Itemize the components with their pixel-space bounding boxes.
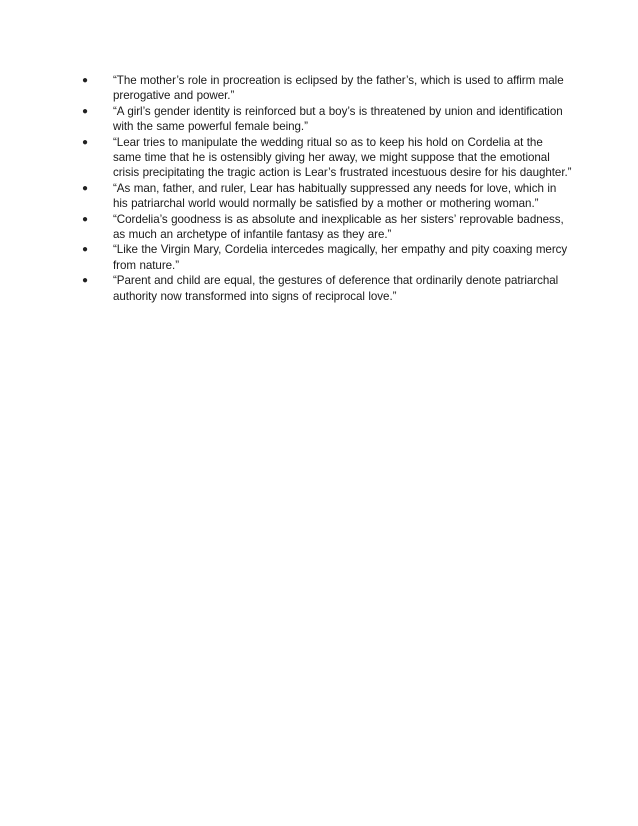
quote-text: “As man, father, and ruler, Lear has habitually suppressed any needs for love, which in his patriarchal world would normally be satisfied by a mother or mothering woman.” [113,181,557,211]
bullet-icon: ● [82,75,88,86]
list-item [82,212,572,243]
quote-text: “The mother’s role in procreation is eclipsed by the father’s, which is used to affirm male prerogative and power.” [113,74,564,103]
bullet-icon: ● [82,182,88,194]
bullet-icon: ● [82,136,88,148]
quote-text: “Parent and child are equal, the gestures of deference that ordinarily denote patriarchal authority now transformed into signs of reciprocal love.” [113,274,559,303]
bullet-icon: ● [82,275,88,287]
list-item [82,273,572,304]
bullet-icon: ● [82,105,88,117]
quote-text: “Lear tries to manipulate the wedding ritual so as to keep his hold on Cordelia at the same time that he is ostensibly giving her away, we might suppose that the emotional crisis precipitating the tragic action is Lear’s frustrated incestuous desire for his daughter.” [113,135,572,180]
quote-text: “Cordelia’s goodness is as absolute and inexplicable as her sisters’ reprovable badness, as much an archetype of infantile fantasy as they are.” [113,212,564,242]
list-item [82,181,572,212]
list-item [82,242,572,273]
bullet-icon: ● [82,244,88,256]
list-item [82,73,572,104]
quote-text: “A girl’s gender identity is reinforced but a boy’s is threatened by union and identification with the same powerful female being.” [113,104,563,134]
quote-bullet-list [82,73,572,304]
list-item [82,104,572,135]
bullet-icon: ● [82,213,88,225]
quote-text: “Like the Virgin Mary, Cordelia intercedes magically, her empathy and pity coaxing mercy from nature.” [113,243,568,272]
list-item [82,135,572,181]
